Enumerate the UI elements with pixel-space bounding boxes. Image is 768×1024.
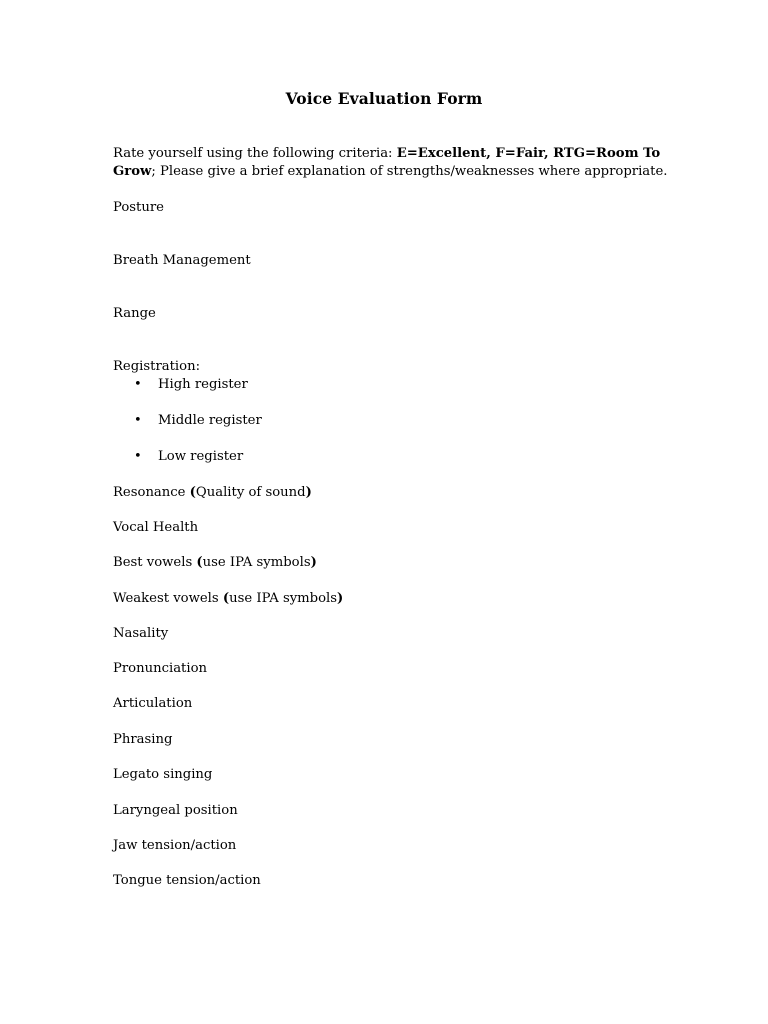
best-vowels-label: Best vowels: [113, 555, 197, 570]
item-jaw-tension: Jaw tension/action: [113, 838, 237, 853]
bullet-icon: •: [134, 449, 142, 464]
criteria-line-2: Grow: [113, 164, 152, 179]
close-paren: ): [337, 591, 344, 606]
item-tongue-tension: Tongue tension/action: [113, 873, 261, 888]
item-pronunciation: Pronunciation: [113, 661, 208, 676]
resonance-label: Resonance: [113, 485, 190, 500]
close-paren: ): [310, 555, 317, 570]
sub-item-low-register: Low register: [158, 449, 244, 464]
item-nasality: Nasality: [113, 626, 169, 641]
item-vocal-health: Vocal Health: [113, 520, 199, 535]
page-title: Voice Evaluation Form: [285, 89, 483, 108]
item-resonance: [113, 484, 312, 502]
item-best-vowels: [113, 554, 317, 572]
weakest-vowels-detail: use IPA symbols: [229, 591, 338, 606]
bullet-icon: •: [134, 377, 142, 392]
sub-item-middle-register: Middle register: [158, 413, 262, 428]
weakest-vowels-label: Weakest vowels: [113, 591, 223, 606]
instructions-suffix: ; Please give a brief explanation of strengths/weaknesses where appropriate.: [151, 164, 668, 179]
item-phrasing: Phrasing: [113, 732, 173, 747]
bullet-icon: •: [134, 413, 142, 428]
item-laryngeal-position: Laryngeal position: [113, 803, 238, 818]
open-paren: (: [196, 555, 203, 570]
open-paren: (: [189, 485, 196, 500]
close-paren: ): [305, 485, 312, 500]
sub-item-high-register: High register: [158, 377, 248, 392]
item-legato-singing: Legato singing: [113, 767, 213, 782]
best-vowels-detail: use IPA symbols: [202, 555, 311, 570]
item-range: Range: [113, 306, 156, 321]
open-paren: (: [222, 591, 230, 606]
item-posture: Posture: [113, 200, 164, 215]
resonance-detail: Quality of sound: [195, 485, 306, 500]
instructions-prefix: Rate yourself using the following criteria:: [113, 146, 397, 161]
item-weakest-vowels: [113, 590, 343, 608]
item-registration: Registration:: [113, 359, 201, 374]
item-articulation: Articulation: [113, 696, 193, 711]
instructions-paragraph: [113, 145, 673, 181]
item-breath-management: Breath Management: [113, 253, 251, 268]
criteria-line-1: E=Excellent, F=Fair, RTG=Room To: [396, 146, 661, 161]
